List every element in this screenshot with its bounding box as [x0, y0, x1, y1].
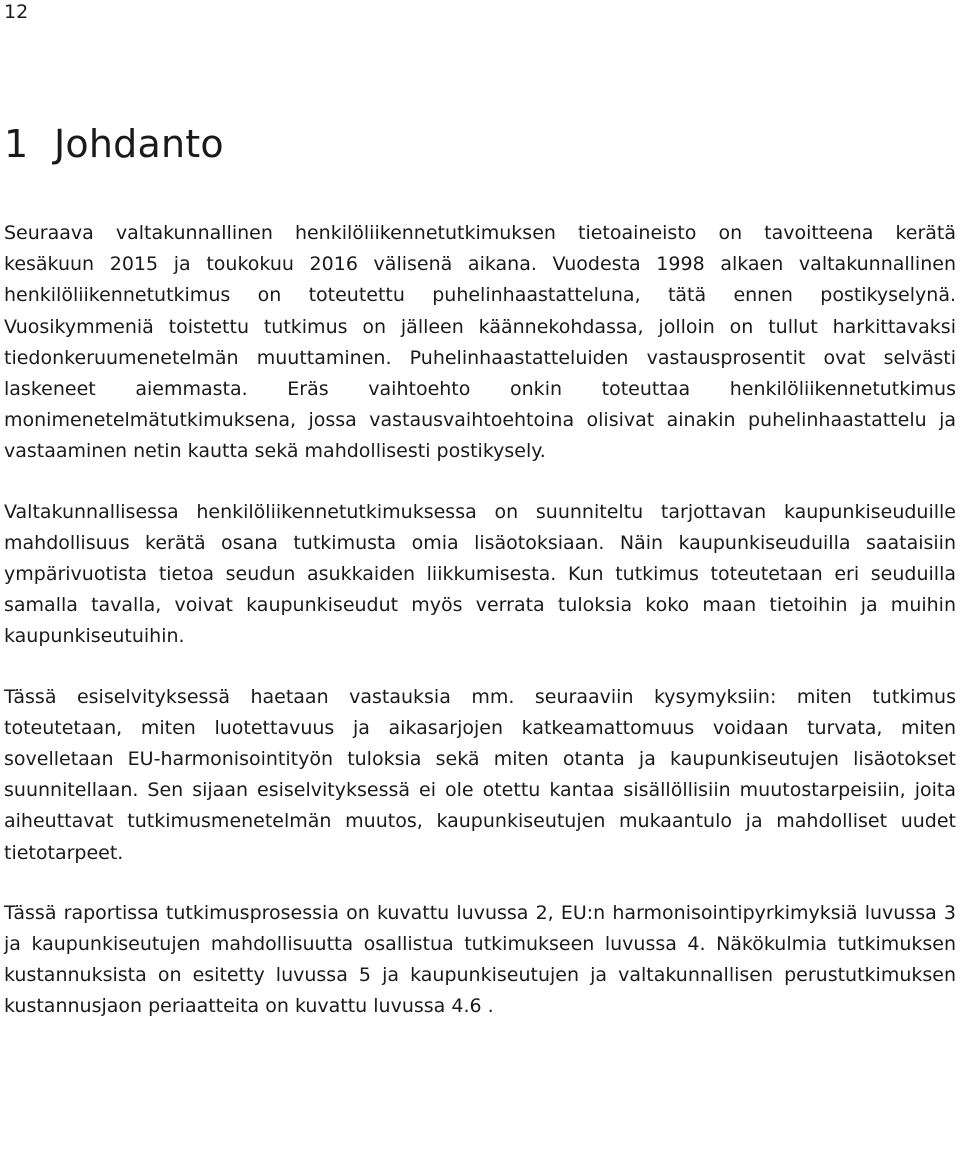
page-number: 12 [4, 1, 29, 23]
paragraph: Seuraava valtakunnallinen henkilöliikennetutkimuksen tietoaineisto on tavoitteena kerätä kesäkuun 2015 ja toukokuu 2016 välisenä aikana. Vuodesta 1998 alkaen valtakunnallinen henkilöliikennetutkimus on toteutettu puhelinhaastatteluna, tätä ennen postikyselynä. Vuosikymmeniä toistettu tutkimus on jälleen käännekohdassa, jolloin on tullut harkittavaksi tiedonkeruumenetelmän muuttaminen. Puhelinhaastatteluiden vastausprosentit ovat selvästi laskeneet aiemmasta. Eräs vaihtoehto onkin toteuttaa henkilöliikennetutkimus monimenetelmätutkimuksena, jossa vastausvaihtoehtoina olisivat ainakin puhelinhaastattelu ja vastaaminen netin kautta sekä mahdollisesti postikysely. [4, 222, 956, 463]
paragraph: Tässä raportissa tutkimusprosessia on kuvattu luvussa 2, EU:n harmonisointipyrkimyksiä luvussa 3 ja kaupunkiseutujen mahdollisuutta osallistua tutkimukseen luvussa 4. Näkökulmia tutkimuksen kustannuksista on esitetty luvussa 5 ja kaupunkiseutujen ja valtakunnallisen perustutkimuksen kustannusjaon periaatteita on kuvattu luvussa 4.6 . [4, 901, 956, 1018]
body-text [4, 218, 956, 1023]
paragraph: Valtakunnallisessa henkilöliikennetutkimuksessa on suunniteltu tarjottavan kaupunkiseuduille mahdollisuus kerätä osana tutkimusta omia lisäotoksiaan. Näin kaupunkiseuduilla saataisiin ympärivuotista tietoa seudun asukkaiden liikkumisesta. Kun tutkimus toteutetaan eri seuduilla samalla tavalla, voivat kaupunkiseudut myös verrata tuloksia koko maan tietoihin ja muihin kaupunkiseutuihin. [4, 500, 956, 648]
chapter-title-text: Johdanto [54, 122, 224, 166]
chapter-number: 1 [4, 122, 29, 166]
paragraph: Tässä esiselvityksessä haetaan vastauksia mm. seuraaviin kysymyksiin: miten tutkimus toteutetaan, miten luotettavuus ja aikasarjojen katkeamattomuus voidaan turvata, miten sovelletaan EU-harmonisointityön tuloksia sekä miten otanta ja kaupunkiseutujen lisäotokset suunnitellaan. Sen sijaan esiselvityksessä ei ole otettu kantaa sisällöllisiin muutostarpeisiin, joita aiheuttavat tutkimusmenetelmän muutos, kaupunkiseutujen mukaantulo ja mahdolliset uudet tietotarpeet. [4, 685, 956, 864]
chapter-title [4, 116, 224, 172]
